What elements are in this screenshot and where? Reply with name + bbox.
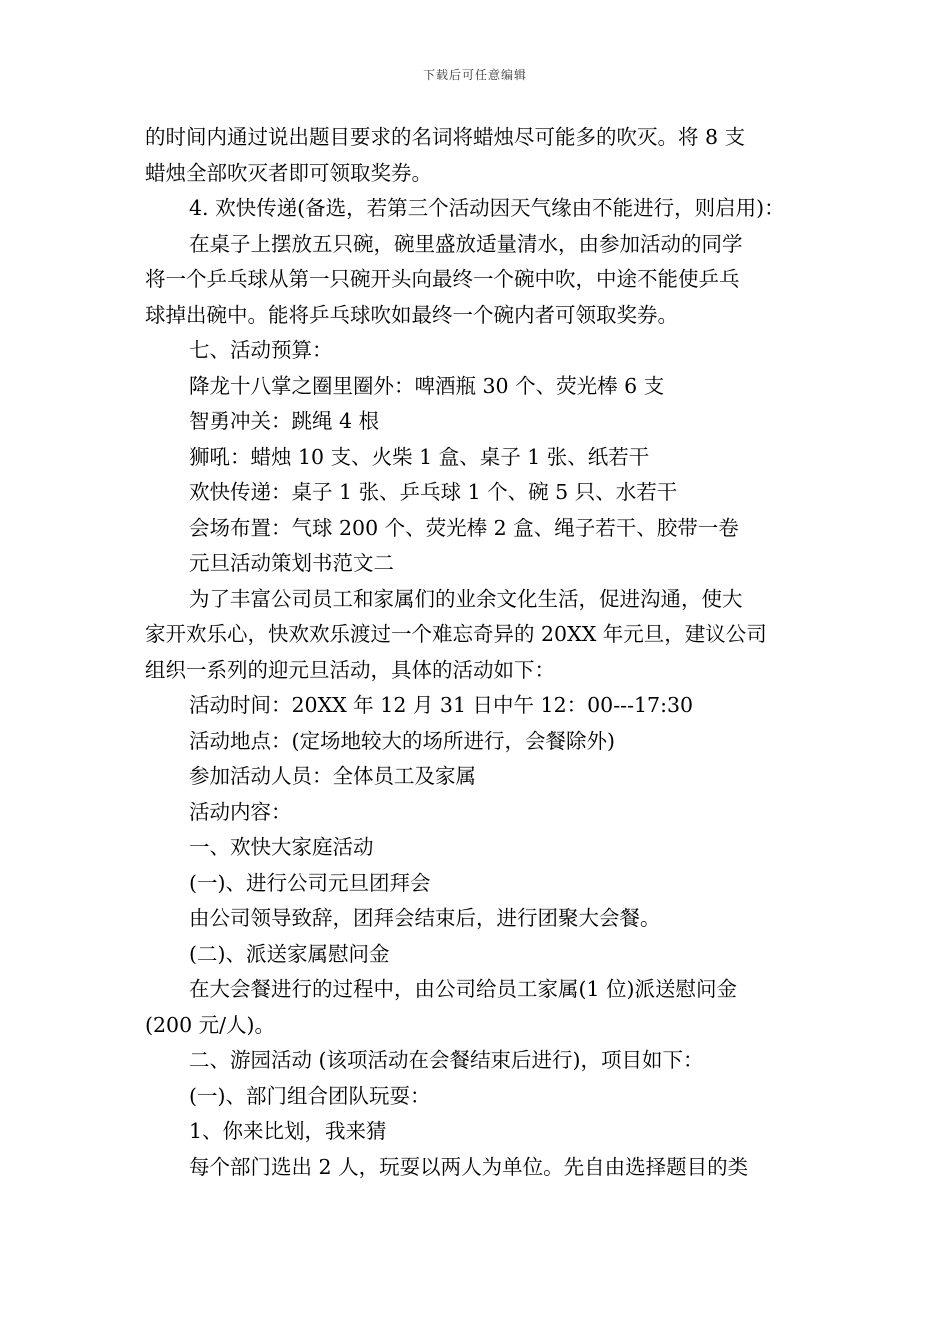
text-line: (二)、派送家属慰问金 (189, 941, 390, 966)
text-line: 活动时间：20XX 年 12 月 31 日中午 12：00---17:30 (189, 693, 694, 717)
text-line: 参加活动人员：全体员工及家属 (189, 764, 476, 788)
text-line: 欢快传递：桌子 1 张、乒乓球 1 个、碗 5 只、水若干 (189, 480, 678, 504)
document-body (145, 120, 810, 1185)
text-line: 家开欢乐心，快欢欢乐渡过一个难忘奇异的 20XX 年元旦，建议公司 (145, 622, 767, 646)
text-line: 降龙十八掌之圈里圈外：啤酒瓶 30 个、荧光棒 6 支 (189, 373, 665, 398)
text-line: 活动内容： (189, 799, 292, 824)
page-header: 下载后可任意编辑 (422, 68, 527, 82)
text-line: 在桌子上摆放五只碗，碗里盛放适量清水，由参加活动的同学 (189, 231, 743, 256)
text-line: 在大会餐进行的过程中，由公司给员工家属(1 位)派送慰问金 (189, 977, 738, 1001)
text-line: 球掉出碗中。能将乒乓球吹如最终一个碗内者可领取奖券。 (145, 302, 678, 327)
text-line: 智勇冲关：跳绳 4 根 (189, 409, 380, 433)
text-line: 活动地点：(定场地较大的场所进行，会餐除外) (189, 728, 615, 753)
text-line: 七、活动预算： (189, 338, 333, 362)
text-line: 每个部门选出 2 人，玩耍以两人为单位。先自由选择题目的类 (189, 1154, 749, 1179)
text-line: 将一个乒乓球从第一只碗开头向最终一个碗中吹，中途不能使乒乓 (145, 267, 740, 291)
text-line: 一、欢快大家庭活动 (189, 835, 374, 859)
text-line: (一)、进行公司元旦团拜会 (189, 870, 431, 895)
text-line: 会场布置：气球 200 个、荧光棒 2 盒、绳子若干、胶带一卷 (189, 515, 739, 540)
text-line: 1、你来比划，我来猜 (189, 1119, 387, 1143)
text-line: 元旦活动策划书范文二 (189, 551, 394, 575)
text-line: 4. 欢快传递(备选，若第三个活动因天气缘由不能进行，则启用)： (189, 196, 785, 220)
text-line: 组织一系列的迎元旦活动，具体的活动如下： (145, 657, 555, 682)
text-line: (200 元/人)。 (145, 1012, 276, 1037)
text-line: 为了丰富公司员工和家属们的业余文化生活，促进沟通，使大 (189, 586, 743, 611)
text-line: 二、游园活动 (该项活动在会餐结束后进行)，项目如下： (189, 1048, 704, 1072)
text-line: 的时间内通过说出题目要求的名词将蜡烛尽可能多的吹灭。将 8 支 (145, 125, 746, 149)
text-line: 由公司领导致辞，团拜会结束后，进行团聚大会餐。 (189, 906, 661, 930)
text-line: 蜡烛全部吹灭者即可领取奖券。 (145, 160, 432, 185)
text-line: (一)、部门组合团队玩耍： (189, 1083, 431, 1108)
text-line: 狮吼：蜡烛 10 支、火柴 1 盒、桌子 1 张、纸若干 (189, 444, 650, 469)
